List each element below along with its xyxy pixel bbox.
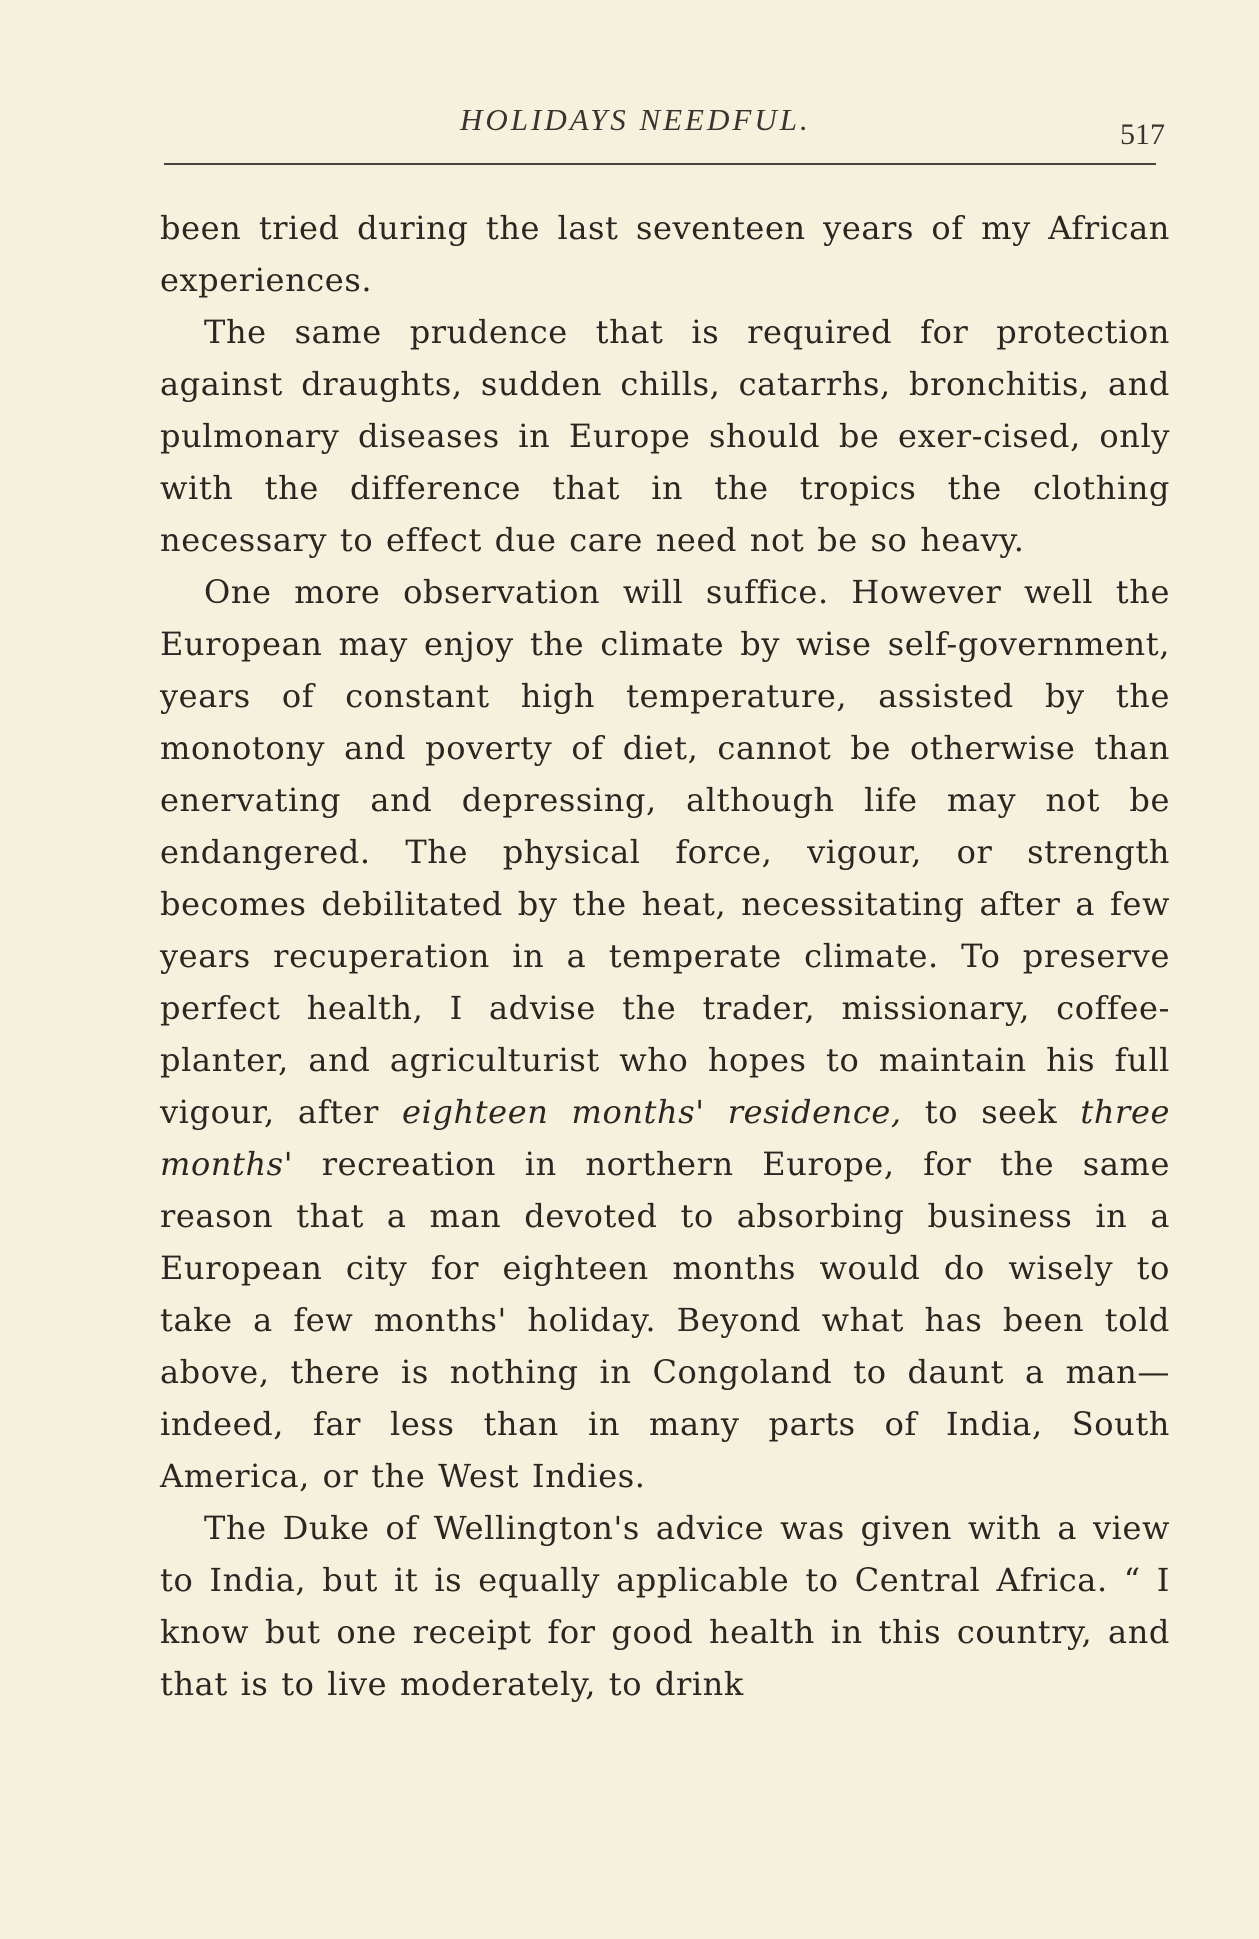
italic-phrase-three-months: three months' xyxy=(160,1093,1171,1183)
italic-phrase-residence: eighteen months' residence, xyxy=(402,1093,902,1131)
paragraph-4: The Duke of Wellington's advice was given with a view to India, but it is equally applicable to Central Africa. “ I know but one receipt for good health in this country, and that is to live moderately, to drink xyxy=(160,1509,1170,1703)
body-text xyxy=(160,202,1170,1710)
paragraph-3-part-b: to seek xyxy=(901,1093,1081,1131)
paragraph-1: been tried during the last seventeen years of my African experiences. xyxy=(160,209,1170,299)
paragraph-3 xyxy=(160,566,1170,1502)
paragraph-3-part-c: recreation in northern Europe, for the same reason that a man devoted to absorbing business in a European city for eighteen months would do wisely to take a few months' holiday. Beyond what has been told above, there is nothing in Congoland to daunt a man—indeed, far less than in many parts of India, South America, or the West Indies. xyxy=(160,1145,1170,1495)
paragraph-3-part-a: One more observation will suffice. However well the European may enjoy the climate by wise self-government, years of constant high temperature, assisted by the monotony and poverty of diet, cannot be otherwise than enervating and depressing, although life may not be endangered. The physical force, vigour, or strength becomes debilitated by the heat, necessitating after a few years recuperation in a temperate climate. To preserve perfect health, I advise the trader, missionary, coffee-planter, and agriculturist who hopes to maintain his full vigour, after xyxy=(160,573,1170,1131)
book-page xyxy=(160,96,1171,1703)
header-rule xyxy=(164,163,1156,165)
page-number: 517 xyxy=(1120,118,1165,151)
running-title: HOLIDAYS NEEDFUL. xyxy=(460,102,811,137)
paragraph-2: The same prudence that is required for protection against draughts, sudden chills, catarrhs, bronchitis, and pulmonary diseases in Europe should be exer-cised, only with the difference that in the tropics the clothing necessary to effect due care need not be so heavy. xyxy=(160,313,1170,559)
running-head xyxy=(160,96,1170,152)
